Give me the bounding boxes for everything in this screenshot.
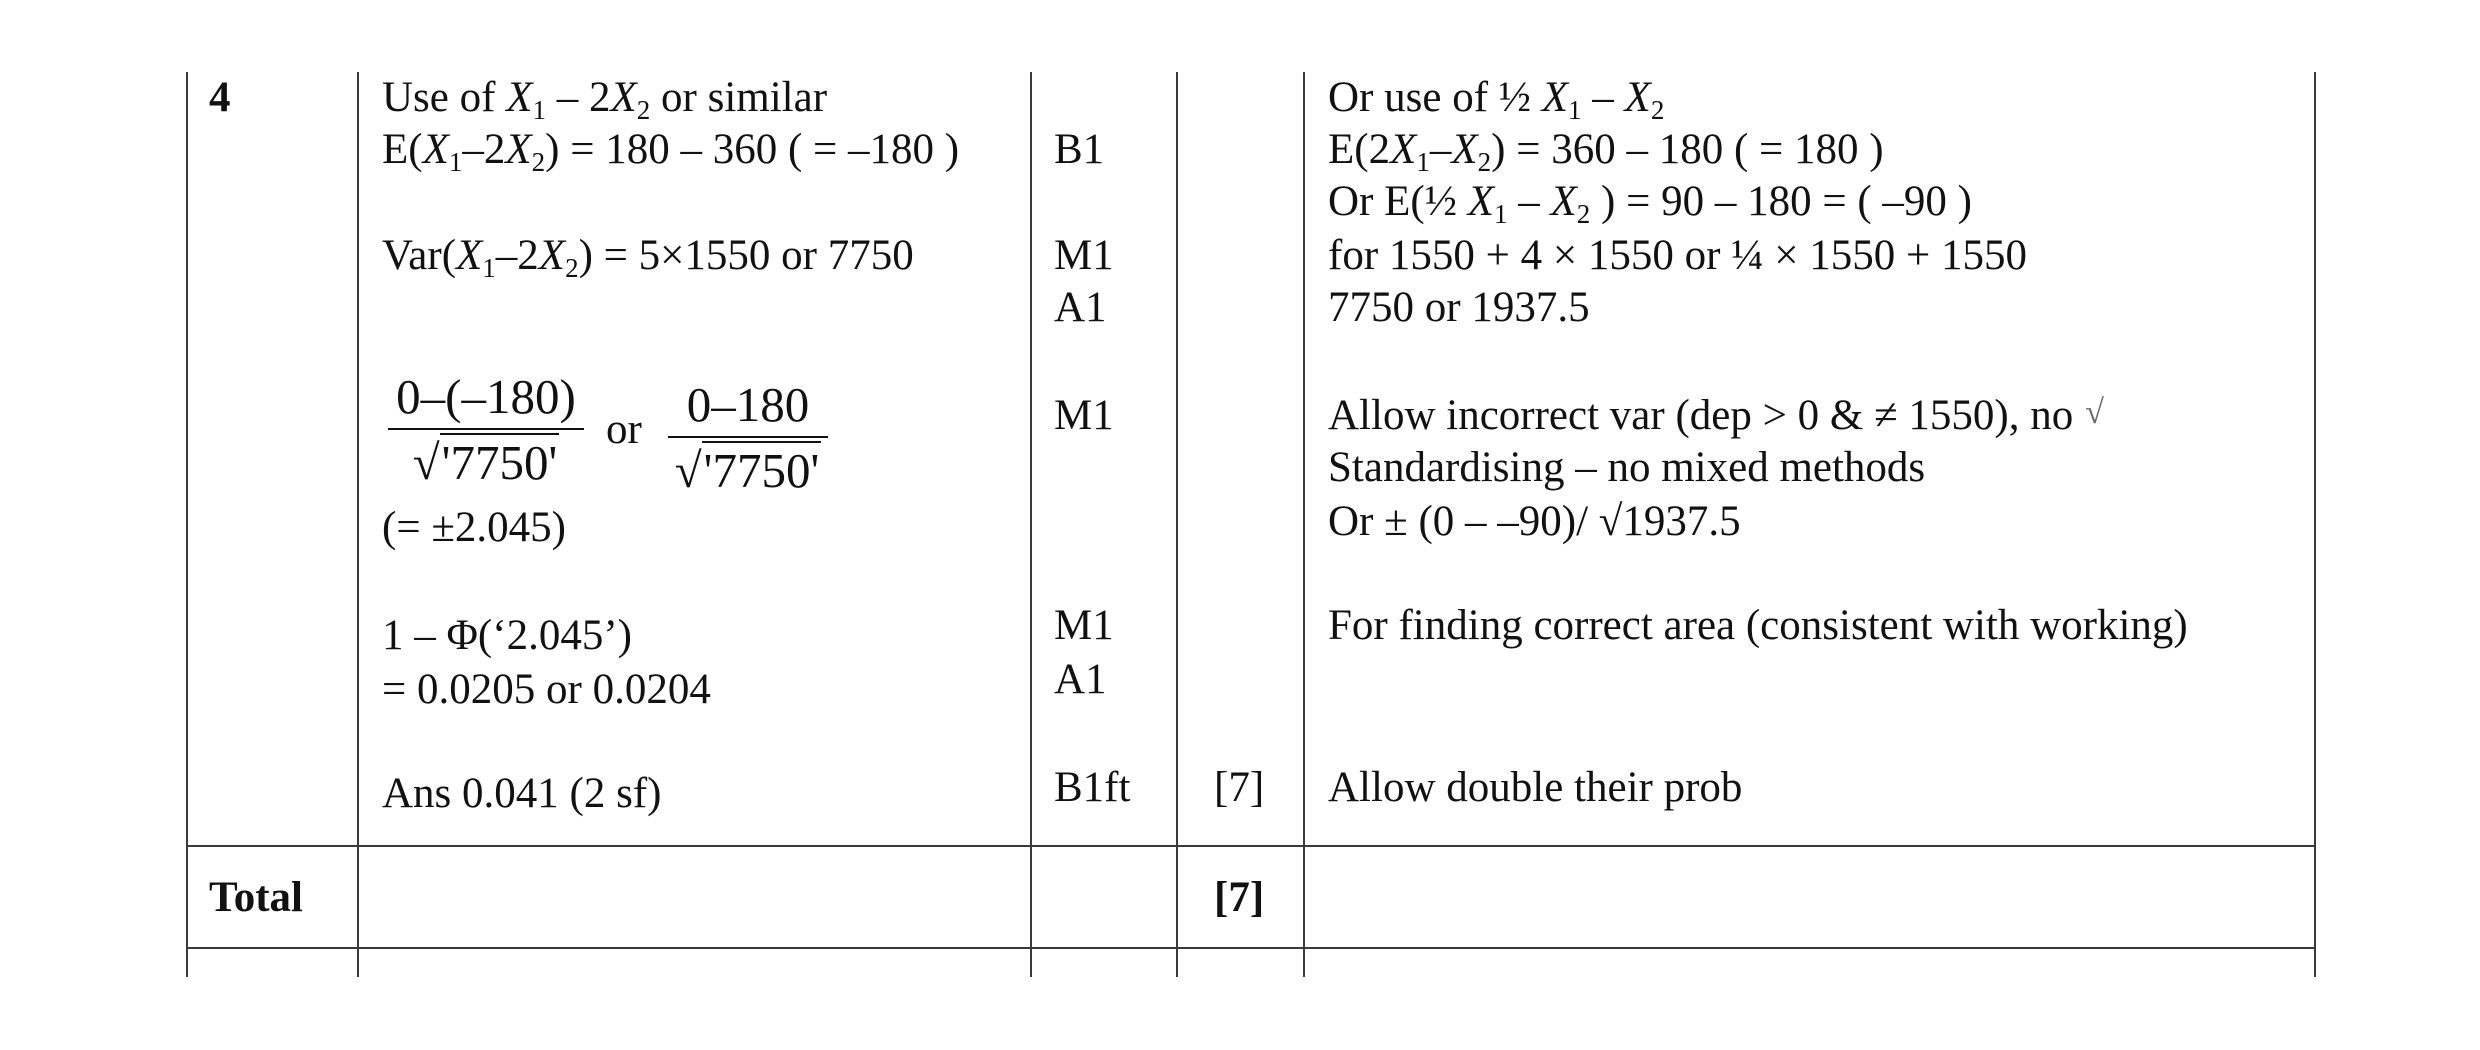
answer-line-2: $E(X_1-2X_2) = 180 - 360$ ( = –180 ): [382, 126, 960, 177]
column-divider-3: [1176, 72, 1178, 977]
standardising-fraction-2: [668, 376, 828, 500]
total-marks: [7]: [1214, 874, 1265, 921]
guidance-line-10: Allow double their prob: [1328, 764, 1743, 811]
answer-line-3: $Var(X_1-2X_2) = 5\times 1550$ or 7750: [382, 232, 914, 283]
fraction-1-denominator: √'7750': [412, 435, 558, 490]
final-answer: Ans 0.041 (2 sf): [382, 770, 662, 817]
mark-b1: B1: [1054, 126, 1105, 173]
mark-m1-standardise: M1: [1054, 392, 1114, 439]
mark-m1-var: M1: [1054, 232, 1114, 279]
total-label: Total: [209, 874, 303, 921]
column-divider-1: [357, 72, 359, 977]
mark-m1-area: M1: [1054, 602, 1114, 649]
follow-through-tick-icon: √: [2085, 394, 2104, 431]
phi-line: 1 – Φ(‘2.045’): [382, 612, 632, 659]
table-border-left: [186, 72, 188, 977]
answer-line-1: Use of $X_1 - 2X_2$ or similar: [382, 74, 828, 125]
row-divider-2: [186, 947, 2314, 949]
guidance-line-7: Standardising – no mixed methods: [1328, 444, 1926, 491]
z-value: (= ±2.045): [382, 504, 566, 551]
guidance-line-8: Or ± (0 – –90)/ √1937.5: [1328, 498, 1741, 545]
guidance-line-4: for 1550 + 4 × 1550 or ¼ × 1550 + 1550: [1328, 232, 2027, 279]
fraction-2-denominator: √'7750': [674, 443, 820, 498]
fraction-or: or: [606, 406, 642, 453]
guidance-line-1: Or use of ½ $X_1 - X_2$: [1328, 74, 1665, 125]
guidance-line-3: Or E(½ $X_1 - X_2$ ) = 90 – 180 = ( –90 ): [1328, 178, 1972, 229]
row-divider-1: [186, 845, 2314, 847]
guidance-line-2: $E(2X_1-X_2) = 360 - 180$ ( = 180 ): [1328, 126, 1884, 177]
fraction-2-numerator: 0–180: [686, 377, 810, 432]
fraction-1-numerator: 0–(–180): [396, 369, 576, 424]
mark-b1ft: B1ft: [1054, 764, 1131, 811]
mark-a1-var: A1: [1054, 284, 1107, 331]
part-total: [7]: [1214, 764, 1265, 811]
table-border-right: [2314, 72, 2316, 977]
guidance-line-9: For finding correct area (consistent with working): [1328, 602, 2188, 649]
question-number: 4: [209, 74, 231, 121]
column-divider-2: [1030, 72, 1032, 977]
standardising-fraction-1: [388, 368, 584, 492]
column-divider-4: [1303, 72, 1305, 977]
guidance-line-6: Allow incorrect var (dep > 0 & ≠ 1550), no √: [1328, 392, 2104, 439]
probability-line: = 0.0205 or 0.0204: [382, 666, 711, 713]
mark-a1-prob: A1: [1054, 656, 1107, 703]
guidance-line-5: 7750 or 1937.5: [1328, 284, 1590, 331]
